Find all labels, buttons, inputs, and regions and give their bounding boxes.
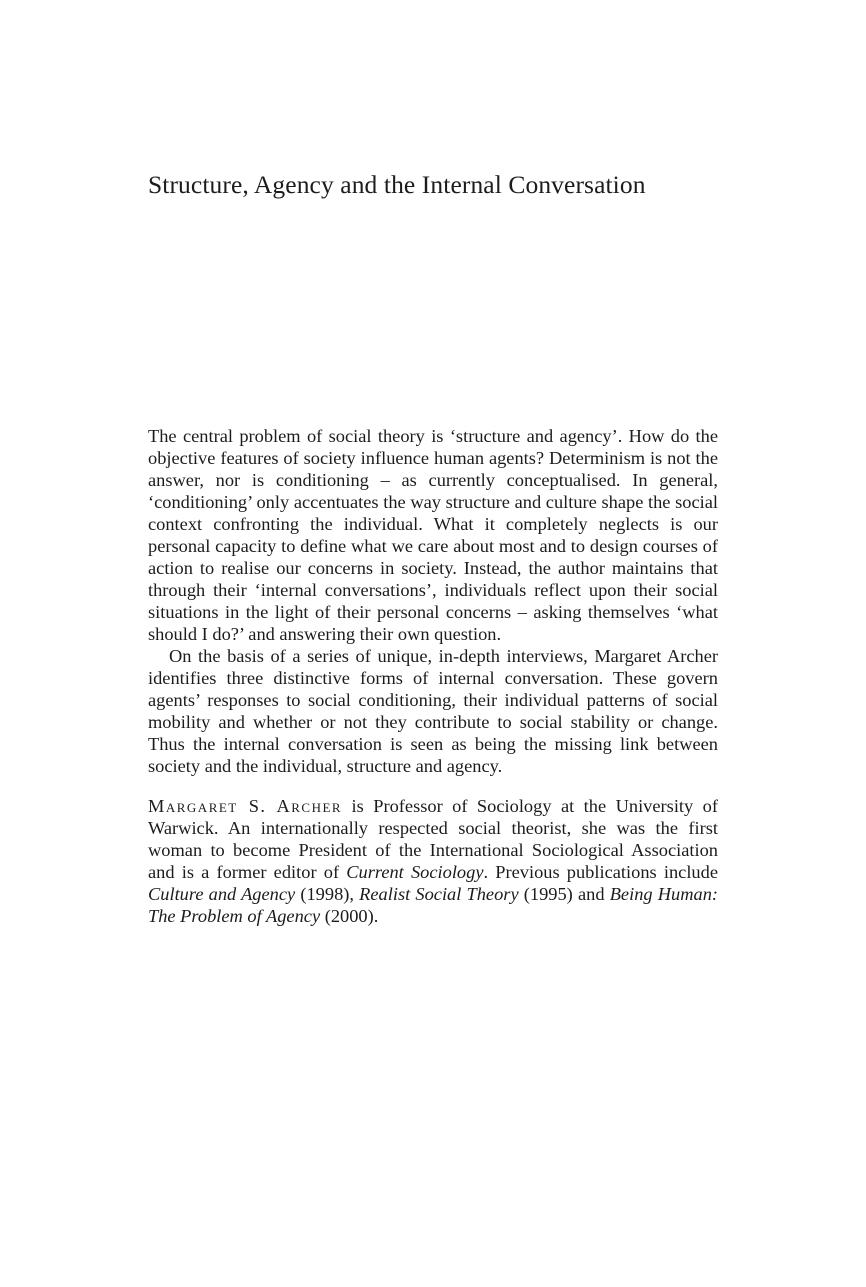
author-bio <box>148 795 718 927</box>
book-title: Structure, Agency and the Internal Conversation <box>148 170 646 199</box>
description-paragraph-2: On the basis of a series of unique, in-depth interviews, Margaret Archer identifies three distinctive forms of internal conversation. These govern agents’ responses to social conditioning, their individual patterns of social mobility and whether or not they contribute to social stability or change. Thus the internal conversation is seen as being the missing link between society and the individual, structure and agency. <box>148 646 718 776</box>
bio-text-1: is Professor of Sociology at the University of Warwick. An internationally respected social theorist, she was the first woman to become President of the International Sociological Association and is a former editor of <box>148 796 718 882</box>
book-title-2: Realist Social Theory <box>359 884 519 904</box>
book-year-2: (1995) and <box>518 884 610 904</box>
book-description <box>148 425 718 777</box>
journal-title: Current Sociology <box>346 862 484 882</box>
author-name: Margaret S. Archer <box>148 796 343 816</box>
bio-text-2: . Previous publications include <box>483 862 718 882</box>
book-title-1: Culture and Agency <box>148 884 296 904</box>
book-title-3: Being Human: The Problem of Agency <box>148 884 719 926</box>
description-paragraph-1: The central problem of social theory is ‘structure and agency’. How do the objective features of society influence human agents? Determinism is not the answer, nor is conditioning – as currently conceptualised. In general, ‘conditioning’ only accentuates the way structure and culture shape the social context confronting the individual. What it completely neglects is our personal capacity to define what we care about most and to design courses of action to realise our concerns in society. Instead, the author maintains that through their ‘internal conversations’, individuals reflect upon their social situations in the light of their personal concerns – asking themselves ‘what should I do?’ and answering their own question. <box>148 426 718 644</box>
book-year-1: (1998), <box>295 884 360 904</box>
book-year-3: (2000). <box>320 906 379 926</box>
